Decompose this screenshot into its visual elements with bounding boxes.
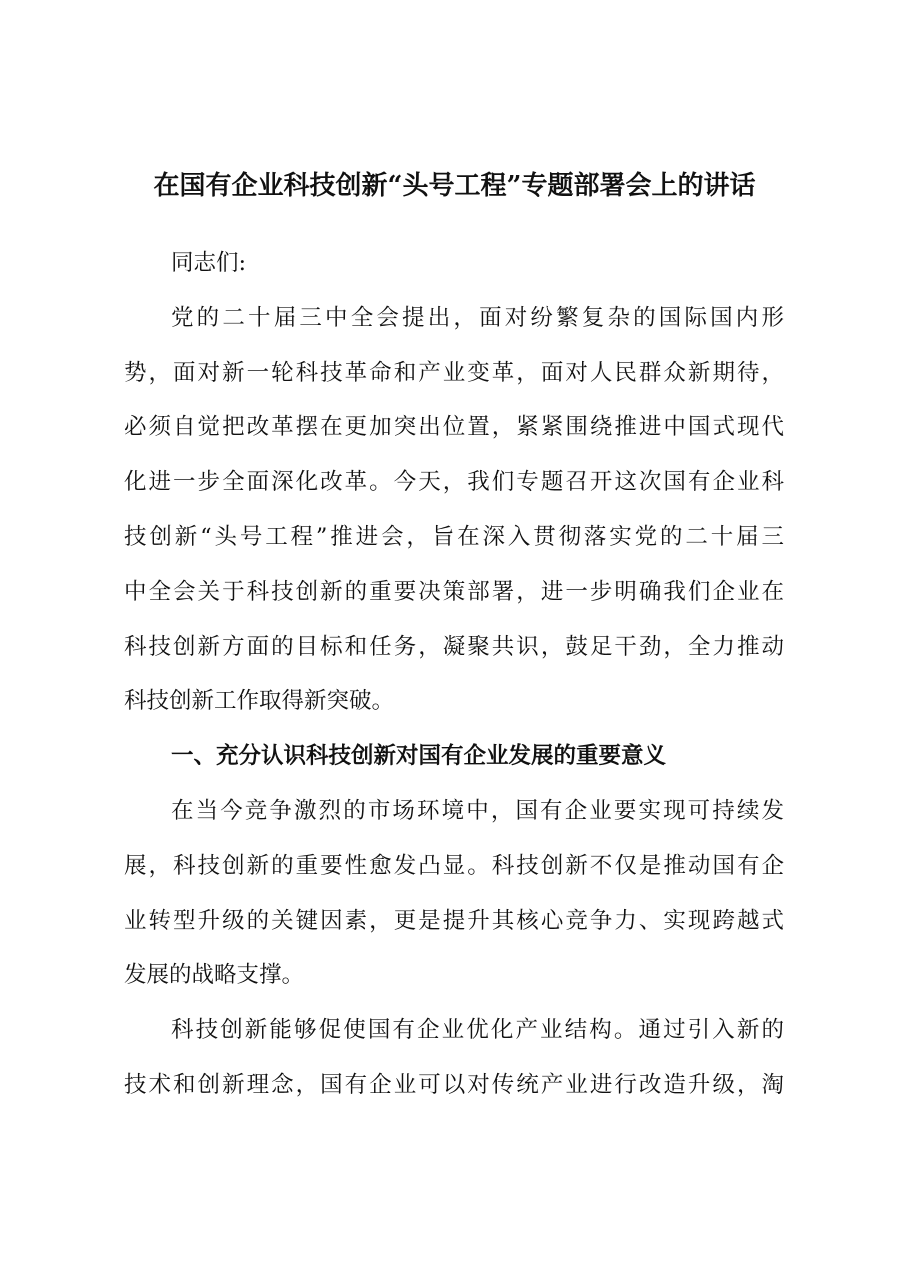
salutation: 同志们: (171, 250, 247, 276)
paragraph-line: 势，面对新一轮科技革命和产业变革，面对人民群众新期待， (124, 359, 784, 386)
paragraph-line: 科技创新方面的目标和任务，凝聚共识，鼓足干劲，全力推动 (124, 633, 784, 660)
paragraph-line: 党的二十届三中全会提出，面对纷繁复杂的国际国内形 (171, 304, 784, 331)
document-title: 在国有企业科技创新“头号工程”专题部署会上的讲话 (153, 171, 756, 201)
paragraph-line: 业转型升级的关键因素，更是提升其核心竞争力、实现跨越式 (124, 907, 784, 934)
paragraph-line: 化进一步全面深化改革。今天，我们专题召开这次国有企业科 (124, 469, 784, 496)
paragraph-line: 发展的战略支撑。 (124, 962, 305, 989)
paragraph-line: 技术和创新理念，国有企业可以对传统产业进行改造升级，淘 (124, 1071, 784, 1098)
paragraph-line: 必须自觉把改革摆在更加突出位置，紧紧围绕推进中国式现代 (124, 414, 784, 441)
section-heading: 一、充分认识科技创新对国有企业发展的重要意义 (171, 743, 667, 770)
paragraph-line: 科技创新工作取得新突破。 (124, 688, 395, 715)
paragraph-line: 中全会关于科技创新的重要决策部署，进一步明确我们企业在 (124, 578, 784, 605)
paragraph-line: 技创新“头号工程”推进会，旨在深入贯彻落实党的二十届三 (124, 523, 784, 550)
paragraph-line: 科技创新能够促使国有企业优化产业结构。通过引入新的 (171, 1017, 784, 1044)
paragraph-line: 展，科技创新的重要性愈发凸显。科技创新不仅是推动国有企 (124, 852, 784, 879)
paragraph-line: 在当今竞争激烈的市场环境中，国有企业要实现可持续发 (171, 797, 784, 824)
document-body (124, 236, 784, 1113)
